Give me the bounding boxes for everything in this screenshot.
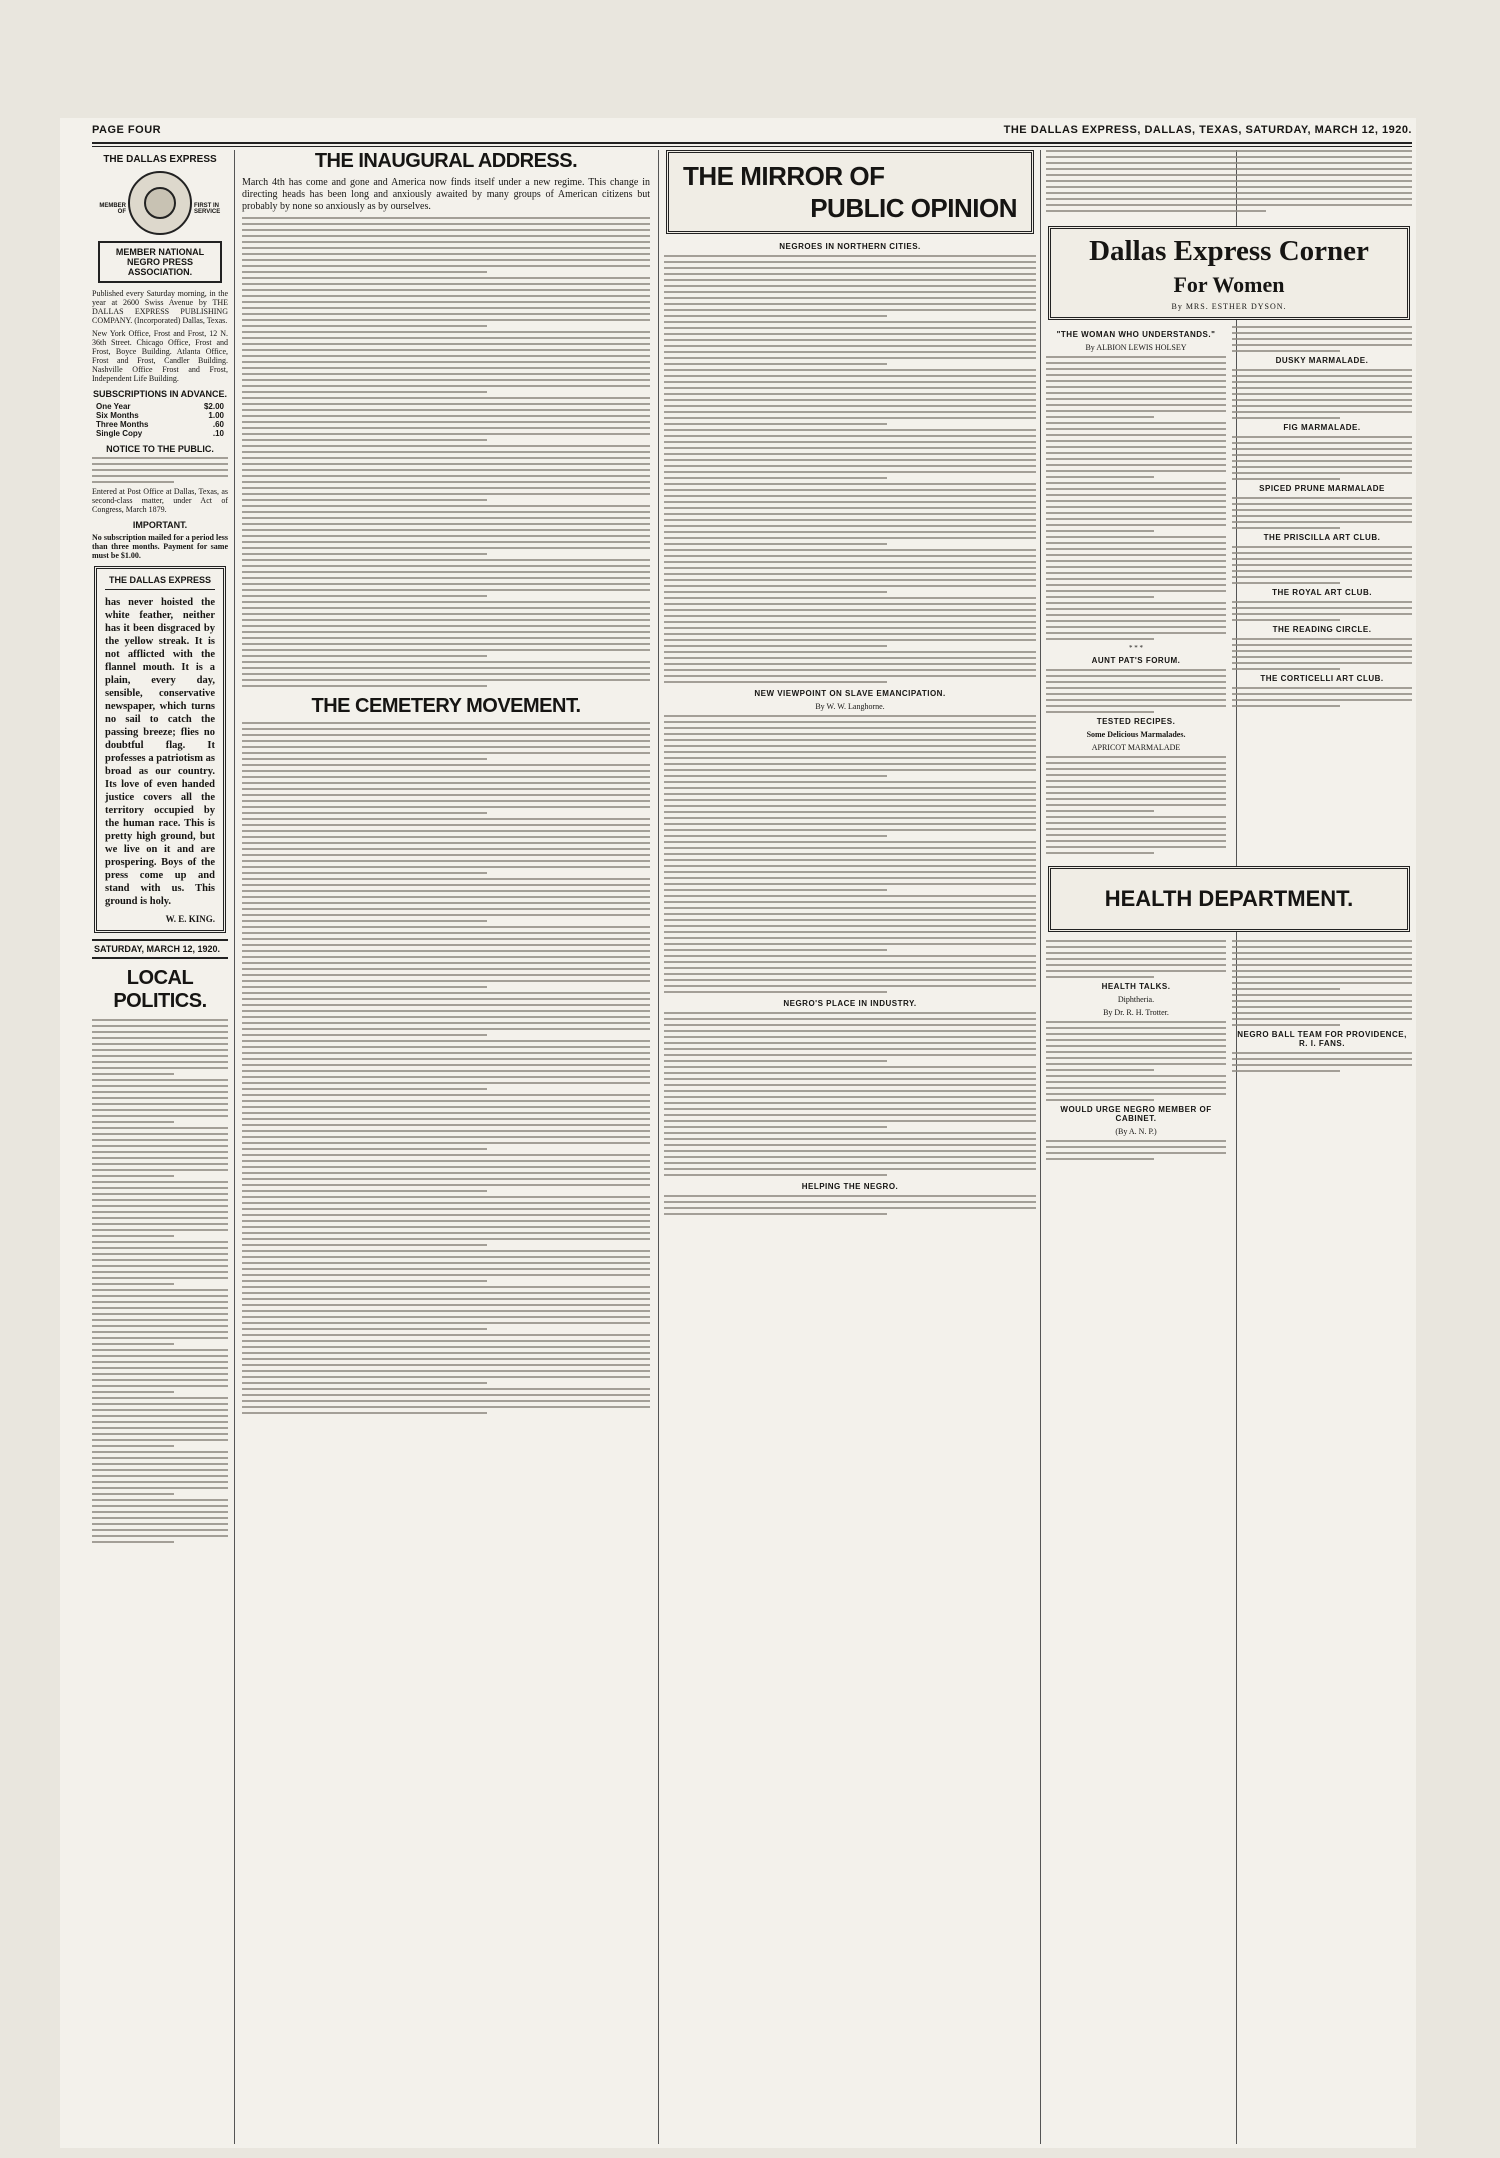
column-public-opinion	[664, 150, 1036, 2144]
subscription-table	[92, 402, 228, 438]
column-rule	[1040, 150, 1041, 2144]
corner-subtitle: For Women	[1173, 272, 1285, 297]
notice-text	[92, 457, 228, 483]
women-left	[1046, 326, 1226, 858]
important-text: No subscription mailed for a period less than three months. Payment for same must be $1.00.	[92, 533, 228, 560]
column-rule	[658, 150, 659, 2144]
subs-row: Single Copy .10	[96, 429, 224, 438]
health-intro	[1046, 940, 1226, 978]
subs-row: Six Months 1.00	[96, 411, 224, 420]
spiced-body	[1232, 497, 1412, 529]
subs-row: Three Months .60	[96, 420, 224, 429]
headline-tested: TESTED RECIPES.	[1096, 717, 1176, 726]
corner-byline: By MRS. ESTHER DYSON.	[1171, 302, 1287, 311]
mirror-banner	[666, 150, 1034, 234]
urge-body	[1046, 1140, 1226, 1160]
diphtheria-title: Diphtheria.	[1117, 995, 1155, 1004]
negroes-north-body	[664, 255, 1036, 683]
notice-title: NOTICE TO THE PUBLIC.	[106, 444, 214, 454]
seal-icon	[99, 171, 221, 235]
baseball-body	[1232, 1052, 1412, 1072]
helping-body	[664, 1195, 1036, 1215]
editorial-signature: W. E. KING.	[165, 914, 215, 924]
womens-corner-banner	[1048, 226, 1410, 320]
subs-row: One Year $2.00	[96, 402, 224, 411]
apricot-title: APRICOT MARMALADE	[1091, 743, 1181, 752]
editorial-box-title: THE DALLAS EXPRESS	[105, 575, 215, 590]
health-department-banner: HEALTH DEPARTMENT.	[1048, 866, 1410, 932]
headline-royal: THE ROYAL ART CLUB.	[1272, 588, 1372, 597]
issue-date: SATURDAY, MARCH 12, 1920.	[92, 939, 228, 959]
column-editorials	[242, 150, 650, 2144]
column-women	[1046, 150, 1412, 2144]
dusky-body	[1232, 369, 1412, 419]
headline-cemetery: THE CEMETERY MOVEMENT.	[311, 695, 581, 717]
woman-understands-body	[1046, 356, 1226, 640]
health-columns	[1046, 940, 1412, 1164]
column-masthead	[92, 150, 230, 2144]
paper-line: THE DALLAS EXPRESS, DALLAS, TEXAS, SATURDAY, MARCH 12, 1920.	[1003, 124, 1412, 136]
editorial-box-text: has never hoisted the white feather, neither has it been disgraced by the yellow streak. It is not afflicted with the flannel mouth. It is a plain, every day, sensible, conservative newspaper, which turns no sail to catch the passing breeze; flies no doubtful flag. It professes a patriotism as broad as our country. Its love of even handed justice covers all the territory occupied by the human race. This is pretty high ground, but we live on it and are prospering. Boys of the press come up and stand with us. This ground is holy.	[105, 597, 215, 907]
masthead	[92, 150, 228, 1547]
headline-health-talks: HEALTH TALKS.	[1101, 982, 1171, 991]
inaugural-lead: March 4th has come and gone and America now finds itself under a new regime. This change in directing heads has been long and anxiously awaited by many groups of American citizens but probably by none so anxiously as by ourselves.	[242, 177, 650, 212]
priscilla-body	[1232, 546, 1412, 584]
inaugural-body	[242, 217, 650, 687]
new-viewpoint-body	[664, 715, 1036, 993]
headline-inaugural: THE INAUGURAL ADDRESS.	[314, 150, 578, 172]
headline-local-politics: LOCAL POLITICS.	[113, 967, 207, 1012]
diphtheria-body	[1046, 1021, 1226, 1101]
aunt-pats-body	[1046, 669, 1226, 713]
member-box: MEMBER NATIONAL NEGRO PRESS ASSOCIATION.	[98, 241, 222, 283]
tested-sub: Some Delicious Marmalades.	[1086, 730, 1186, 739]
local-politics-body	[92, 1019, 228, 1543]
header-rule	[92, 142, 1412, 144]
headline-new-viewpoint: NEW VIEWPOINT ON SLAVE EMANCIPATION.	[754, 689, 946, 698]
headline-priscilla: THE PRISCILLA ART CLUB.	[1263, 533, 1381, 542]
cemetery-body	[242, 722, 650, 1414]
reading-body	[1232, 638, 1412, 670]
health-left	[1046, 940, 1226, 1164]
page-header	[92, 124, 1412, 142]
mirror-title-top: THE MIRROR OF	[683, 161, 885, 191]
diphtheria-byline: By Dr. R. H. Trotter.	[1103, 1008, 1169, 1017]
page-label: PAGE FOUR	[92, 124, 162, 136]
new-viewpoint-byline: By W. W. Langhorne.	[815, 702, 885, 711]
masthead-name: THE DALLAS EXPRESS	[103, 154, 217, 165]
urge-byline: (By A. N. P.)	[1115, 1127, 1157, 1136]
corner-title: Dallas Express Corner	[1089, 235, 1369, 267]
recipes-body	[1232, 326, 1412, 352]
corticelli-body	[1232, 687, 1412, 707]
negros-place-body	[664, 1012, 1036, 1176]
column-rule	[234, 150, 235, 2144]
entered-notice: Entered at Post Office at Dallas, Texas, as second-class matter, under Act of Congress, March 1879.	[92, 487, 228, 514]
divider-stars: * * *	[1129, 644, 1143, 652]
headline-negroes-north: NEGROES IN NORTHERN CITIES.	[779, 242, 921, 251]
mirror-title-bottom: PUBLIC OPINION	[810, 193, 1017, 223]
headline-corticelli: THE CORTICELLI ART CLUB.	[1260, 674, 1384, 683]
headline-dusky: DUSKY MARMALADE.	[1275, 356, 1369, 365]
headline-urge-cabinet: WOULD URGE NEGRO MEMBER OF CABINET.	[1060, 1105, 1212, 1123]
subs-title: SUBSCRIPTIONS IN ADVANCE.	[92, 389, 227, 399]
seal-right-text: FIRST IN SERVICE	[194, 203, 221, 215]
headline-fig: FIG MARMALADE.	[1283, 423, 1361, 432]
headline-reading: THE READING CIRCLE.	[1272, 625, 1372, 634]
fig-body	[1232, 436, 1412, 480]
offices: New York Office, Frost and Frost, 12 N. 36th Street. Chicago Office, Frost and Frost, Boyce Building. Atlanta Office, Frost and Frost, Candler Building. Nashville Office Frost and Frost, Independent Life Building.	[92, 329, 228, 383]
headline-negros-place: NEGRO'S PLACE IN INDUSTRY.	[783, 999, 917, 1008]
health-right-body	[1232, 940, 1412, 1026]
women-right	[1232, 326, 1412, 858]
seal-left-text: MEMBER OF	[99, 203, 126, 215]
health-right	[1232, 940, 1412, 1164]
editorial-box	[94, 566, 226, 933]
important-title: IMPORTANT.	[132, 520, 188, 530]
apricot-body	[1046, 756, 1226, 854]
headline-helping: HELPING THE NEGRO.	[801, 1182, 899, 1191]
headline-aunt-pats: AUNT PAT'S FORUM.	[1091, 656, 1181, 665]
header-rule-thin	[92, 146, 1412, 147]
headline-woman-understands: "THE WOMAN WHO UNDERSTANDS."	[1056, 330, 1216, 339]
published-notice: Published every Saturday morning, in the year at 2600 Swiss Avenue by THE DALLAS EXPRESS PUBLISHING COMPANY. (Incorporated) Dallas, Texas.	[92, 289, 228, 325]
royal-body	[1232, 601, 1412, 621]
headline-spiced: SPICED PRUNE MARMALADE	[1259, 484, 1385, 493]
headline-baseball: NEGRO BALL TEAM FOR PROVIDENCE, R. I. FANS.	[1237, 1030, 1407, 1048]
woman-understands-byline: By ALBION LEWIS HOLSEY	[1085, 343, 1187, 352]
women-columns	[1046, 326, 1412, 858]
continued-text	[1046, 150, 1412, 212]
